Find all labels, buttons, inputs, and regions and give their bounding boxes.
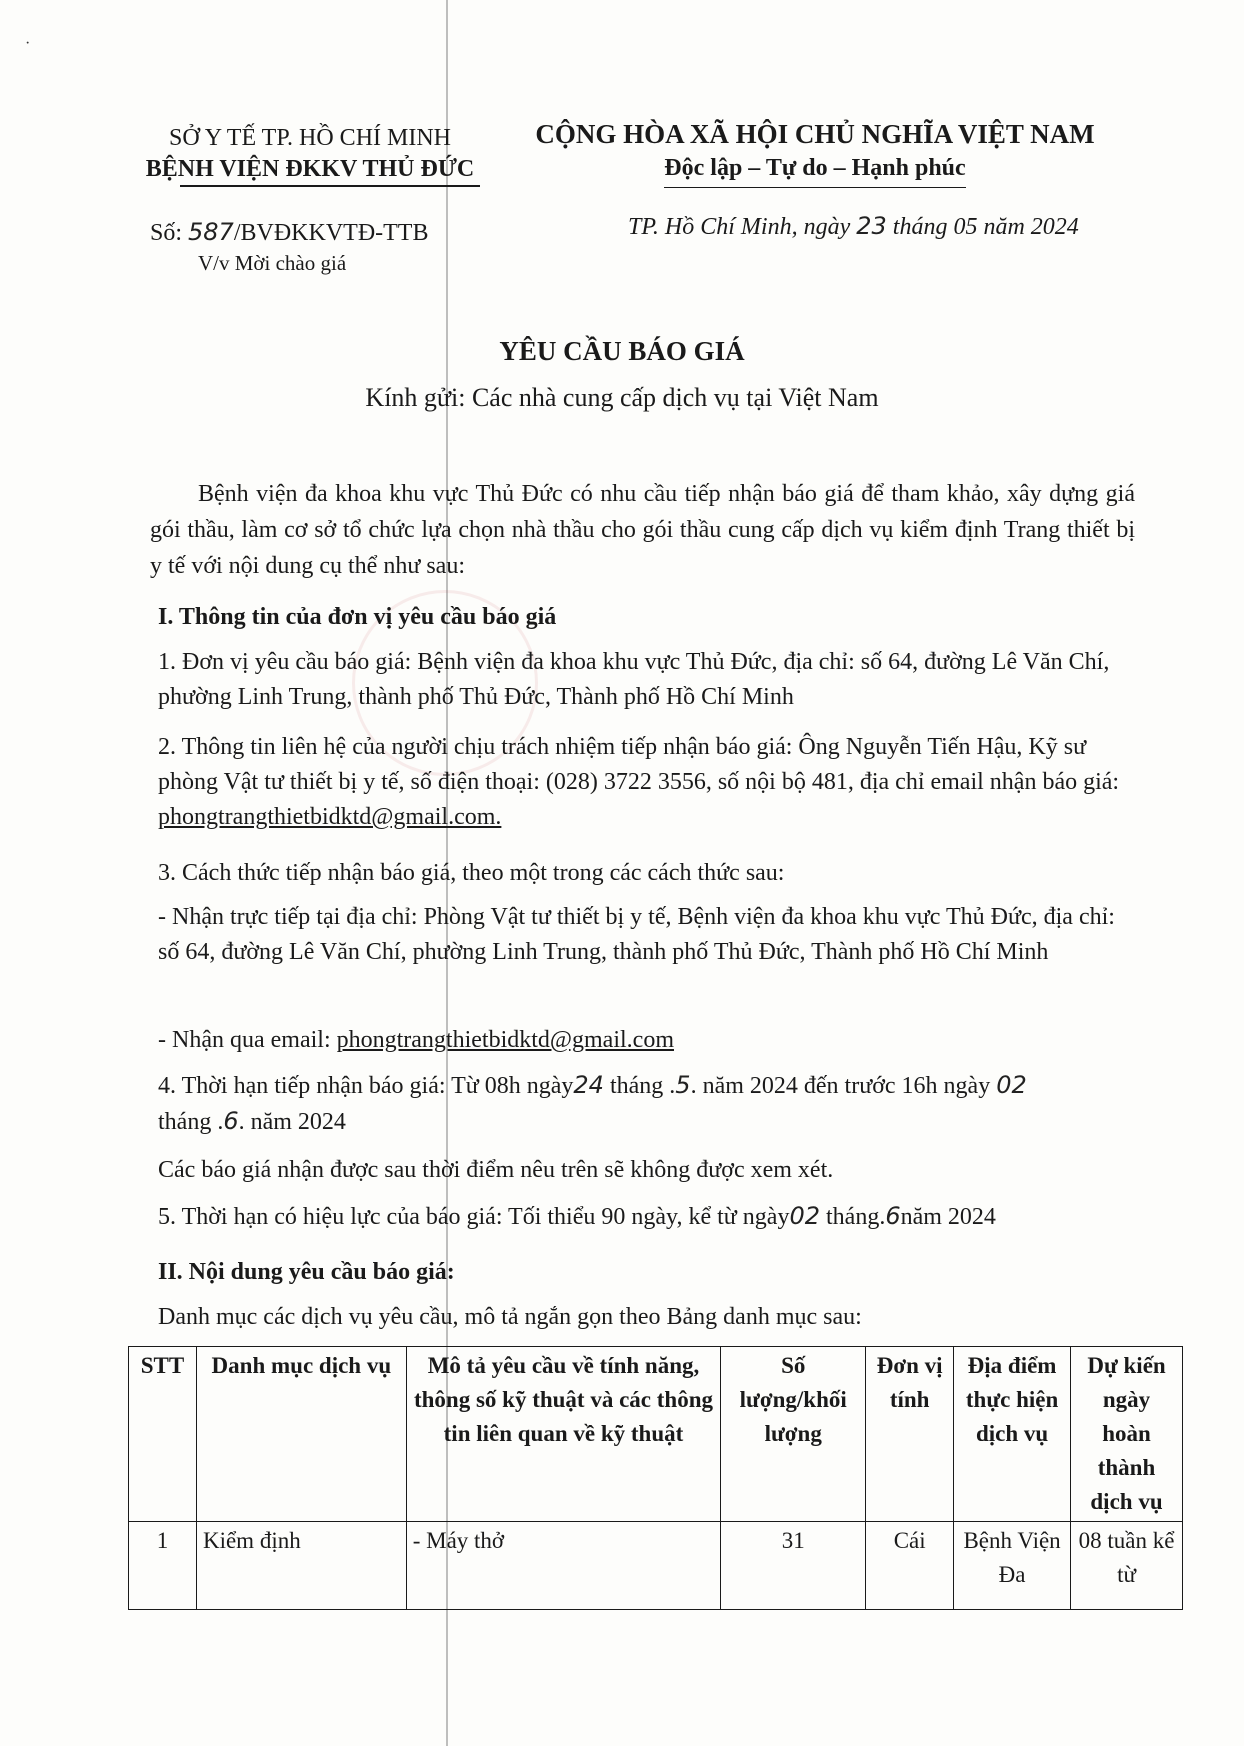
issuer-block <box>100 123 520 185</box>
section-1-item-1: 1. Đơn vị yêu cầu báo giá: Bệnh viện đa khoa khu vực Thủ Đức, địa chỉ: số 64, đường Lê Văn Chí, phường Linh Trung, thành phố Thủ Đức, Thành phố Hồ Chí Minh <box>158 649 1110 710</box>
handwritten-doc-number: 587 <box>188 218 234 246</box>
col-header-quantity: Số lượng/khối lượng <box>721 1347 866 1522</box>
intro-paragraph: Bệnh viện đa khoa khu vực Thủ Đức có nhu cầu tiếp nhận báo giá để tham khảo, xây dựng giá gói thầu, làm cơ sở tổ chức lựa chọn nhà thầu cho gói thầu cung cấp dịch vụ kiểm định Trang thiết bị y tế với nội dung cụ thể như sau: <box>150 481 1135 579</box>
cell-completion: 08 tuần kể từ <box>1071 1522 1183 1610</box>
section-1-item-2 <box>158 730 1133 835</box>
section-1-item-5 <box>158 1199 1133 1235</box>
dateline <box>628 212 1079 241</box>
table-row <box>129 1522 1183 1610</box>
item-3b-email-link[interactable]: phongtrangthietbidktd@gmail.com <box>336 1027 674 1053</box>
country-name: CỘNG HÒA XÃ HỘI CHỦ NGHĨA VIỆT NAM <box>535 119 1095 149</box>
doc-number-prefix: Số: <box>150 220 189 246</box>
item-4-part-a: 4. Thời hạn tiếp nhận báo giá: Từ 08h ngày <box>158 1073 574 1099</box>
national-header <box>520 117 1110 188</box>
agency-name: SỞ Y TẾ TP. HỒ CHÍ MINH <box>168 125 452 151</box>
document-number <box>150 218 428 247</box>
scan-speck: · <box>25 35 31 52</box>
service-table <box>128 1346 1183 1610</box>
hospital-underline <box>180 185 480 187</box>
section-2-lead: Danh mục các dịch vụ yêu cầu, mô tả ngắn gọn theo Bảng danh mục sau: <box>158 1304 862 1330</box>
handwritten-end-month: 6 <box>223 1107 239 1135</box>
item-3b-text: - Nhận qua email: <box>158 1027 337 1053</box>
section-1-heading: I. Thông tin của đơn vị yêu cầu báo giá <box>158 604 557 630</box>
cell-stt: 1 <box>129 1522 197 1610</box>
item-2-email-link[interactable]: phongtrangthietbidktd@gmail.com. <box>158 804 502 830</box>
cell-description: - Máy thở <box>406 1522 721 1610</box>
cell-location: Bệnh Viện Đa <box>954 1522 1071 1610</box>
col-header-service: Danh mục dịch vụ <box>196 1347 406 1522</box>
handwritten-start-day: 24 <box>573 1071 604 1099</box>
item-5-part-c: năm 2024 <box>900 1204 996 1230</box>
section-1-item-3a: - Nhận trực tiếp tại địa chỉ: Phòng Vật tư thiết bị y tế, Bệnh viện đa khoa khu vực Thủ Đức, địa chỉ: số 64, đường Lê Văn Chí, phường Linh Trung, thành phố Thủ Đức, Thành phố Hồ Chí Minh <box>158 904 1115 965</box>
section-1-item-3b <box>158 1023 1133 1058</box>
hospital-name: BỆNH VIỆN ĐKKV THỦ ĐỨC <box>145 156 475 182</box>
item-4-part-d: tháng . <box>158 1109 224 1135</box>
handwritten-end-day: 02 <box>996 1071 1027 1099</box>
item-4-part-b: tháng . <box>603 1073 676 1099</box>
cell-unit: Cái <box>866 1522 954 1610</box>
document-title: YÊU CẦU BÁO GIÁ <box>499 336 745 366</box>
cell-service: Kiểm định <box>196 1522 406 1610</box>
motto-wrap <box>520 151 1110 188</box>
section-1-item-3: 3. Cách thức tiếp nhận báo giá, theo một trong các cách thức sau: <box>158 860 785 886</box>
greeting: Kính gửi: Các nhà cung cấp dịch vụ tại Việt Nam <box>365 383 879 412</box>
item-5-part-b: tháng. <box>820 1204 886 1230</box>
col-header-unit: Đơn vị tính <box>866 1347 954 1522</box>
cell-quantity: 31 <box>721 1522 866 1610</box>
handwritten-day: 23 <box>856 212 887 240</box>
col-header-stt: STT <box>129 1347 197 1522</box>
item-2-text: 2. Thông tin liên hệ của người chịu trách nhiệm tiếp nhận báo giá: Ông Nguyễn Tiến Hậu, Kỹ sư phòng Vật tư thiết bị y tế, số điện thoại: (028) 3722 3556, số nội bộ 481, địa chỉ email nhận báo giá: <box>158 734 1120 795</box>
col-header-completion: Dự kiến ngày hoàn thành dịch vụ <box>1071 1347 1183 1522</box>
handwritten-validity-day: 02 <box>789 1202 820 1230</box>
deadline-note: Các báo giá nhận được sau thời điểm nêu trên sẽ không được xem xét. <box>158 1157 834 1183</box>
handwritten-validity-month: 6 <box>885 1202 901 1230</box>
section-1-item-4 <box>158 1068 1133 1140</box>
dateline-suffix: tháng 05 năm 2024 <box>886 214 1079 240</box>
col-header-description: Mô tả yêu cầu về tính năng, thông số kỹ thuật và các thông tin liên quan về kỹ thuật <box>406 1347 721 1522</box>
national-motto: Độc lập – Tự do – Hạnh phúc <box>664 151 965 188</box>
section-2-heading: II. Nội dung yêu cầu báo giá: <box>158 1259 455 1285</box>
item-4-part-e: . năm 2024 <box>238 1109 346 1135</box>
table-header-row <box>129 1347 1183 1522</box>
dateline-prefix: TP. Hồ Chí Minh, ngày <box>628 214 857 240</box>
item-4-part-c: . năm 2024 đến trước 16h ngày <box>690 1073 997 1099</box>
item-5-part-a: 5. Thời hạn có hiệu lực của báo giá: Tối thiểu 90 ngày, kể từ ngày <box>158 1204 790 1230</box>
doc-number-suffix: /BVĐKKVTĐ-TTB <box>233 220 429 246</box>
handwritten-start-month: 5 <box>675 1071 691 1099</box>
col-header-location: Địa điểm thực hiện dịch vụ <box>954 1347 1071 1522</box>
document-subject: V/v Mời chào giá <box>198 251 347 275</box>
